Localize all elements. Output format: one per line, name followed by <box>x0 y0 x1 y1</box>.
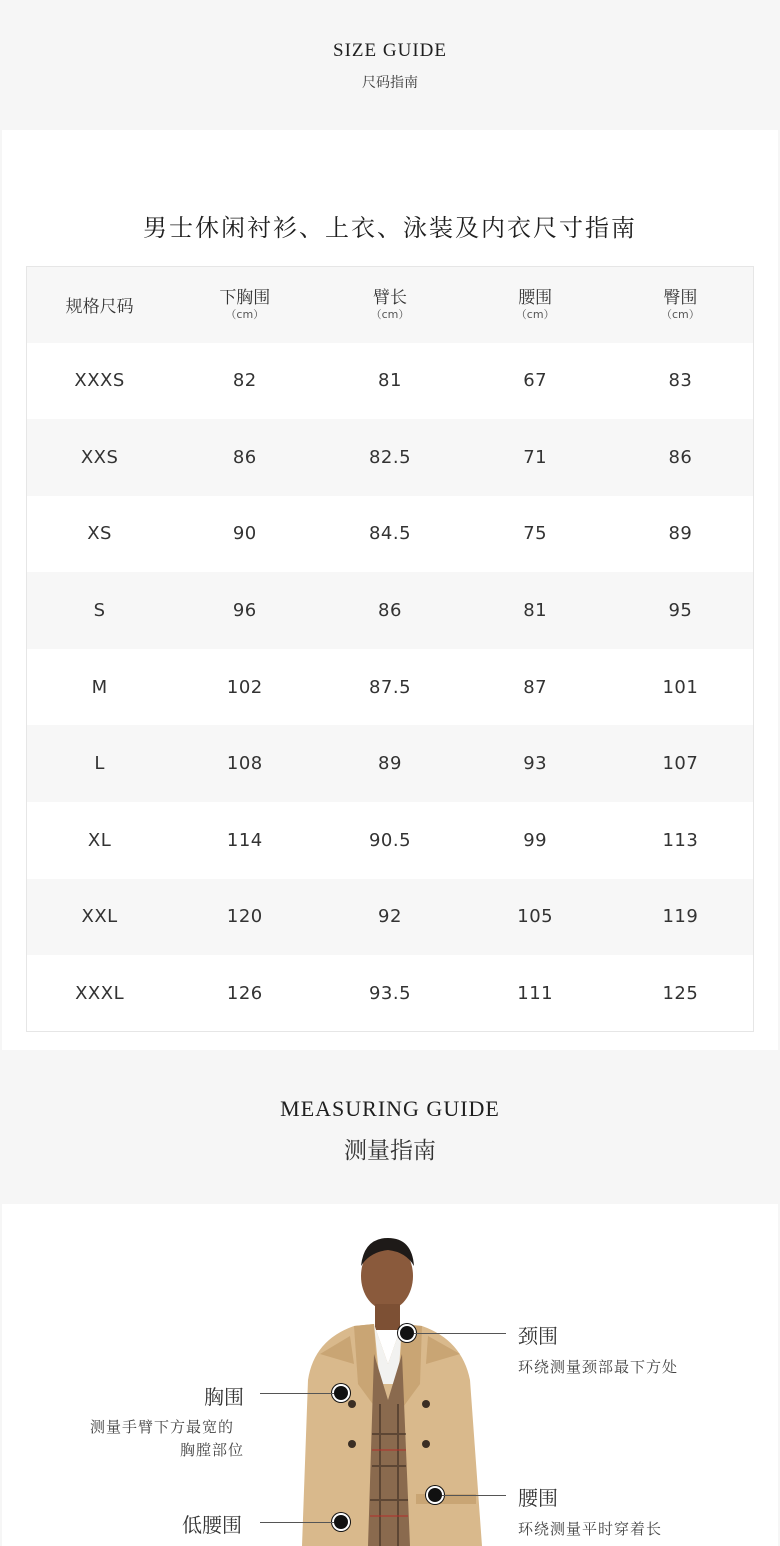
header-size <box>27 267 173 343</box>
neck-marker <box>400 1326 414 1340</box>
cell-waist: 87 <box>523 676 548 698</box>
cell-arm: 84.5 <box>368 523 412 545</box>
header-waist <box>463 267 608 343</box>
cell-waist: 67 <box>523 370 548 392</box>
cell-size: XXS <box>80 446 119 468</box>
cell-chest: 120 <box>226 906 263 928</box>
waist-leader-line <box>442 1495 506 1496</box>
chest-leader-line <box>260 1393 334 1394</box>
cell-arm: 86 <box>378 600 402 622</box>
cell-arm: 81 <box>378 370 402 392</box>
cell-chest: 86 <box>232 446 257 468</box>
neck-label: 颈围 <box>518 1324 558 1348</box>
low-waist-label: 低腰围 <box>182 1513 242 1537</box>
model-neck <box>375 1304 400 1330</box>
cell-waist: 105 <box>517 906 554 928</box>
waist-marker <box>428 1488 442 1502</box>
waist-description: 环绕测量平时穿着长 <box>518 1520 663 1538</box>
header-arm-unit: （cm） <box>370 307 410 321</box>
cell-size: M <box>91 676 108 698</box>
measuring-guide-subtitle: 测量指南 <box>344 1138 436 1164</box>
cell-waist: 93 <box>523 753 548 775</box>
header-chest <box>172 267 317 343</box>
cell-hip: 113 <box>662 829 699 851</box>
cell-arm: 82.5 <box>368 446 412 468</box>
header-hip <box>608 267 754 343</box>
cell-waist: 75 <box>523 523 548 545</box>
header-waist-unit: （cm） <box>515 307 555 321</box>
low-waist-leader-line <box>260 1522 334 1523</box>
table-row <box>27 572 754 649</box>
cell-arm: 93.5 <box>368 982 412 1004</box>
cell-waist: 81 <box>523 600 548 622</box>
cell-size: XS <box>87 523 112 545</box>
measuring-guide-header <box>0 1050 780 1204</box>
cell-chest: 102 <box>226 676 263 698</box>
header-arm-label: 臂长 <box>373 287 407 308</box>
cell-hip: 83 <box>668 370 693 392</box>
table-row <box>27 496 754 573</box>
table-row <box>27 802 754 879</box>
table-header-row <box>27 267 754 343</box>
table-row <box>27 879 754 956</box>
header-size-label: 规格尺码 <box>65 297 134 318</box>
chest-description-line2: 胸膛部位 <box>180 1441 245 1459</box>
cell-hip: 107 <box>662 753 699 775</box>
neck-description: 环绕测量颈部最下方处 <box>518 1358 679 1376</box>
cell-size: XXXS <box>74 370 125 392</box>
table-row <box>27 725 754 802</box>
cell-hip: 119 <box>662 906 699 928</box>
cell-size: S <box>93 600 106 622</box>
header-chest-unit: （cm） <box>225 307 265 321</box>
waist-label: 腰围 <box>518 1486 558 1510</box>
cell-arm: 89 <box>378 753 402 775</box>
cell-size: XXL <box>81 906 118 928</box>
size-guide-title: SIZE GUIDE <box>333 40 447 61</box>
table-row <box>27 955 754 1032</box>
neck-leader-line <box>414 1333 506 1334</box>
cell-hip: 89 <box>668 523 693 545</box>
header-chest-label: 下胸围 <box>219 287 271 308</box>
cell-arm: 87.5 <box>368 676 412 698</box>
size-guide-header <box>0 0 780 130</box>
size-guide-subtitle: 尺码指南 <box>362 75 418 91</box>
header-hip-label: 臀围 <box>663 287 698 308</box>
cell-size: XL <box>87 829 112 851</box>
cell-hip: 125 <box>662 982 699 1004</box>
cell-hip: 86 <box>668 446 693 468</box>
header-arm <box>317 267 462 343</box>
cell-waist: 99 <box>523 829 548 851</box>
size-table-card <box>2 130 778 1050</box>
cell-size: L <box>94 753 105 775</box>
size-table <box>26 266 754 1032</box>
cell-chest: 90 <box>232 523 257 545</box>
cell-waist: 71 <box>523 446 548 468</box>
cell-arm: 90.5 <box>368 829 412 851</box>
chest-label: 胸围 <box>204 1385 244 1409</box>
table-row <box>27 649 754 726</box>
cell-chest: 114 <box>226 829 263 851</box>
cell-waist: 111 <box>517 982 554 1004</box>
cell-arm: 92 <box>378 906 402 928</box>
cell-chest: 126 <box>226 982 263 1004</box>
table-row <box>27 343 754 420</box>
table-title: 男士休闲衬衫、上衣、泳装及内衣尺寸指南 <box>143 214 637 242</box>
cell-chest: 108 <box>226 753 263 775</box>
cell-hip: 95 <box>668 600 693 622</box>
cell-size: XXXL <box>75 982 125 1004</box>
chest-description-line1: 测量手臂下方最宽的 <box>90 1418 235 1436</box>
cell-hip: 101 <box>662 676 699 698</box>
low-waist-marker <box>334 1515 348 1529</box>
cell-chest: 82 <box>232 370 257 392</box>
table-row <box>27 419 754 496</box>
measuring-guide-title: MEASURING GUIDE <box>280 1096 500 1121</box>
header-hip-unit: （cm） <box>661 307 700 321</box>
header-waist-label: 腰围 <box>518 287 553 308</box>
cell-chest: 96 <box>232 600 257 622</box>
chest-marker <box>334 1386 348 1400</box>
measuring-figure <box>2 1204 778 1546</box>
